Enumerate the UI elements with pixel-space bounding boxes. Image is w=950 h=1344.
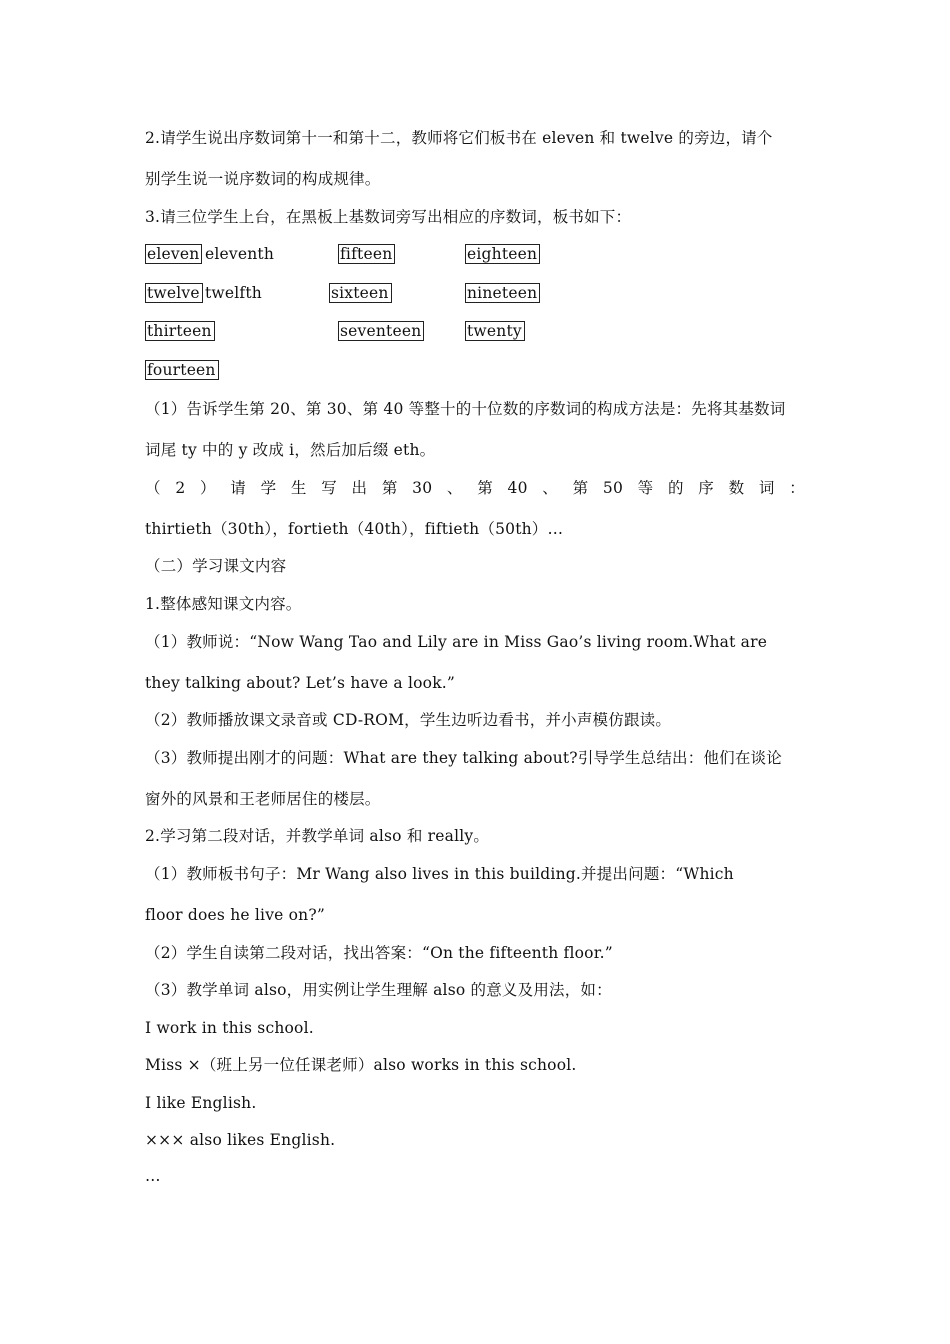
paragraph-line: they talking about? Let’s have a look.” bbox=[145, 674, 456, 692]
board-ordinal-word: eleventh bbox=[205, 245, 275, 263]
board-cardinal-word: eighteen bbox=[465, 244, 540, 264]
paragraph-line: thirtieth（30th），fortieth（40th），fiftieth（50th）… bbox=[145, 520, 564, 538]
example-sentence: I work in this school. bbox=[145, 1019, 314, 1037]
paragraph-line: floor does he live on?” bbox=[145, 906, 326, 924]
example-sentence: I like English. bbox=[145, 1094, 257, 1112]
token: 50 bbox=[602, 479, 624, 497]
token: ） bbox=[199, 479, 216, 497]
token: ： bbox=[789, 479, 805, 497]
token: 写 bbox=[321, 479, 337, 497]
board-row-4 bbox=[145, 360, 805, 382]
token: 2 bbox=[175, 479, 186, 497]
example-sentence: Miss ×（班上另一位任课老师）also works in this school. bbox=[145, 1056, 577, 1074]
token: 、 bbox=[446, 479, 463, 497]
token: 30 bbox=[412, 479, 433, 497]
paragraph-line: （2）教师播放课文录音或 CD-ROM，学生边听边看书，并小声模仿跟读。 bbox=[145, 711, 672, 729]
token: 40 bbox=[507, 479, 528, 497]
ellipsis: … bbox=[145, 1167, 161, 1185]
paragraph-line: （3）教师提出刚才的问题：What are they talking about?引导学生总结出：他们在谈论 bbox=[145, 749, 782, 767]
board-cardinal-word: fourteen bbox=[145, 360, 219, 380]
paragraph-line: 别学生说一说序数词的构成规律。 bbox=[145, 170, 381, 188]
token: 学 bbox=[260, 479, 277, 497]
paragraph-line: 1.整体感知课文内容。 bbox=[145, 595, 302, 613]
board-row-3 bbox=[145, 321, 805, 343]
token: 第 bbox=[477, 479, 493, 497]
board-cardinal-word: seventeen bbox=[338, 321, 424, 341]
token: （ bbox=[145, 479, 161, 497]
section-heading: （二）学习课文内容 bbox=[145, 557, 287, 575]
board-cardinal-word: sixteen bbox=[329, 283, 392, 303]
board-row-1 bbox=[145, 244, 805, 266]
token: 生 bbox=[290, 479, 307, 497]
token: 等 bbox=[637, 479, 654, 497]
board-ordinal-word: twelfth bbox=[205, 284, 262, 302]
paragraph-line: （1）告诉学生第 20、第 30、第 40 等整十的十位数的序数词的构成方法是：先将其基数词 bbox=[145, 400, 786, 418]
paragraph-line: 3.请三位学生上台，在黑板上基数词旁写出相应的序数词，板书如下： bbox=[145, 208, 632, 226]
board-cardinal-word: fifteen bbox=[338, 244, 395, 264]
token: 第 bbox=[381, 479, 398, 497]
board-cardinal-word: nineteen bbox=[465, 283, 540, 303]
token: 出 bbox=[351, 479, 368, 497]
token: 的 bbox=[667, 479, 684, 497]
token: 序 bbox=[698, 479, 714, 497]
token: 第 bbox=[572, 479, 589, 497]
paragraph-line: 词尾 ty 中的 y 改成 i，然后加后缀 eth。 bbox=[145, 441, 436, 459]
board-cardinal-word: eleven bbox=[145, 244, 202, 264]
paragraph-line: 窗外的风景和王老师居住的楼层。 bbox=[145, 790, 381, 808]
token: 请 bbox=[230, 479, 246, 497]
example-sentence: ××× also likes English. bbox=[145, 1131, 336, 1149]
board-cardinal-word: twelve bbox=[145, 283, 203, 303]
paragraph-line: （1）教师板书句子：Mr Wang also lives in this building.并提出问题：“Which bbox=[145, 865, 734, 883]
paragraph-line: 2.请学生说出序数词第十一和第十二，教师将它们板书在 eleven 和 twelve 的旁边，请个 bbox=[145, 129, 773, 147]
board-cardinal-word: thirteen bbox=[145, 321, 215, 341]
justified-line bbox=[145, 478, 805, 498]
board-row-2 bbox=[145, 283, 805, 305]
paragraph-line: 2.学习第二段对话，并教学单词 also 和 really。 bbox=[145, 827, 490, 845]
paragraph-line: （1）教师说：“Now Wang Tao and Lily are in Miss Gao’s living room.What are bbox=[145, 633, 768, 651]
paragraph-line: （2）学生自读第二段对话，找出答案：“On the fifteenth floor.” bbox=[145, 944, 613, 962]
token: 数 bbox=[728, 479, 745, 497]
paragraph-line: （3）教学单词 also，用实例让学生理解 also 的意义及用法，如： bbox=[145, 981, 612, 999]
board-cardinal-word: twenty bbox=[465, 321, 525, 341]
token: 词 bbox=[758, 479, 775, 497]
token: 、 bbox=[542, 479, 558, 497]
